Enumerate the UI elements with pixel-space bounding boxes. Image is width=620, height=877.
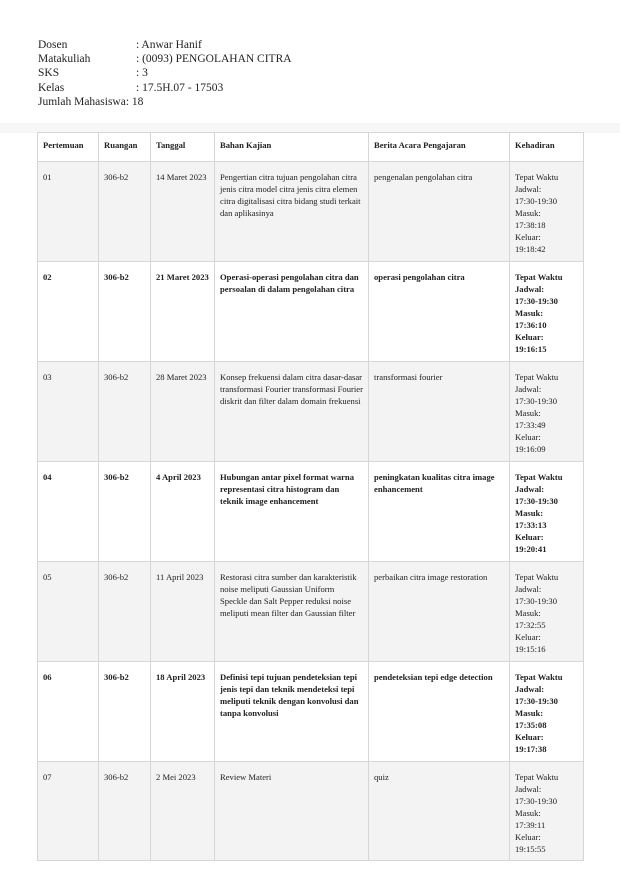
cell-pertemuan: 05 xyxy=(38,562,99,662)
keluar-value: 19:15:16 xyxy=(515,644,546,654)
cell-ruangan: 306-b2 xyxy=(99,162,151,262)
jadwal-label: Jadwal: xyxy=(515,784,542,794)
jadwal-value: 17:30-19:30 xyxy=(515,496,558,506)
attendance-status: Tepat Waktu xyxy=(515,272,563,282)
jadwal-value: 17:30-19:30 xyxy=(515,696,558,706)
keluar-value: 19:18:42 xyxy=(515,244,546,254)
cell-kehadiran xyxy=(510,462,584,562)
cell-kehadiran xyxy=(510,262,584,362)
cell-bahan-kajian: Restorasi citra sumber dan karakteristik noise meliputi Gaussian Uniform Speckle dan Salt Pepper reduksi noise meliputi mean filter dan Gaussian filter xyxy=(215,562,369,662)
jadwal-value: 17:30-19:30 xyxy=(515,796,558,806)
attendance-status: Tepat Waktu xyxy=(515,572,559,582)
masuk-label: Masuk: xyxy=(515,508,544,518)
cell-bahan-kajian: Hubungan antar pixel format warna representasi citra histogram dan teknik image enhancement xyxy=(215,462,369,562)
table-row xyxy=(38,562,584,662)
table-row xyxy=(38,362,584,462)
jadwal-value: 17:30-19:30 xyxy=(515,296,558,306)
attendance-status: Tepat Waktu xyxy=(515,772,559,782)
info-dosen xyxy=(38,38,292,52)
table-row xyxy=(38,162,584,262)
masuk-value: 17:35:08 xyxy=(515,720,547,730)
masuk-label: Masuk: xyxy=(515,808,541,818)
cell-kehadiran xyxy=(510,162,584,262)
jadwal-label: Jadwal: xyxy=(515,484,545,494)
keluar-label: Keluar: xyxy=(515,832,541,842)
info-kelas xyxy=(38,81,292,95)
keluar-value: 19:17:38 xyxy=(515,744,547,754)
keluar-label: Keluar: xyxy=(515,332,544,342)
info-value: : 18 xyxy=(125,95,144,108)
masuk-label: Masuk: xyxy=(515,408,541,418)
attendance-status: Tepat Waktu xyxy=(515,172,559,182)
cell-berita-acara: peningkatan kualitas citra image enhancement xyxy=(369,462,510,562)
cell-tanggal: 2 Mei 2023 xyxy=(151,762,215,861)
keluar-label: Keluar: xyxy=(515,232,541,242)
attendance-table xyxy=(37,132,584,861)
info-label: Dosen xyxy=(38,39,68,51)
masuk-label: Masuk: xyxy=(515,208,541,218)
cell-bahan-kajian: Operasi-operasi pengolahan citra dan persoalan di dalam pengolahan citra xyxy=(215,262,369,362)
keluar-value: 19:16:15 xyxy=(515,344,547,354)
keluar-value: 19:15:55 xyxy=(515,844,546,854)
masuk-value: 17:32:55 xyxy=(515,620,546,630)
cell-tanggal: 11 April 2023 xyxy=(151,562,215,662)
cell-pertemuan: 04 xyxy=(38,462,99,562)
cell-berita-acara: perbaikan citra image restoration xyxy=(369,562,510,662)
table-row xyxy=(38,662,584,762)
table-row xyxy=(38,762,584,861)
header-bahan-kajian: Bahan Kajian xyxy=(215,133,369,162)
jadwal-value: 17:30-19:30 xyxy=(515,196,558,206)
info-value: : Anwar Hanif xyxy=(136,39,202,51)
cell-tanggal: 28 Maret 2023 xyxy=(151,362,215,462)
cell-bahan-kajian: Pengertian citra tujuan pengolahan citra jenis citra model citra jenis citra elemen citra digitalisasi citra bidang studi terkait dan aplikasinya xyxy=(215,162,369,262)
masuk-label: Masuk: xyxy=(515,708,544,718)
table-header-row xyxy=(38,133,584,162)
cell-kehadiran xyxy=(510,562,584,662)
info-label: Kelas xyxy=(38,81,65,94)
masuk-label: Masuk: xyxy=(515,308,544,318)
jadwal-label: Jadwal: xyxy=(515,684,545,694)
header-berita-acara: Berita Acara Pengajaran xyxy=(369,133,510,162)
cell-pertemuan: 01 xyxy=(38,162,99,262)
table-row xyxy=(38,262,584,362)
masuk-label: Masuk: xyxy=(515,608,541,618)
cell-pertemuan: 07 xyxy=(38,762,99,861)
cell-ruangan: 306-b2 xyxy=(99,562,151,662)
cell-ruangan: 306-b2 xyxy=(99,362,151,462)
cell-berita-acara: quiz xyxy=(369,762,510,861)
cell-ruangan: 306-b2 xyxy=(99,762,151,861)
cell-berita-acara: operasi pengolahan citra xyxy=(369,262,510,362)
keluar-label: Keluar: xyxy=(515,732,544,742)
keluar-value: 19:16:09 xyxy=(515,444,546,454)
jadwal-label: Jadwal: xyxy=(515,284,545,294)
info-value: : 17.5H.07 - 17503 xyxy=(136,81,224,94)
info-label: SKS xyxy=(38,67,60,80)
info-label: Matakuliah xyxy=(38,53,91,66)
cell-ruangan: 306-b2 xyxy=(99,462,151,562)
cell-ruangan: 306-b2 xyxy=(99,262,151,362)
attendance-status: Tepat Waktu xyxy=(515,372,559,382)
info-value: : (0093) PENGOLAHAN CITRA xyxy=(136,53,292,66)
masuk-value: 17:33:13 xyxy=(515,520,547,530)
cell-kehadiran xyxy=(510,762,584,861)
cell-pertemuan: 02 xyxy=(38,262,99,362)
header-ruangan: Ruangan xyxy=(99,133,151,162)
keluar-label: Keluar: xyxy=(515,632,541,642)
cell-tanggal: 18 April 2023 xyxy=(151,662,215,762)
keluar-label: Keluar: xyxy=(515,532,544,542)
jadwal-value: 17:30-19:30 xyxy=(515,596,558,606)
attendance-status: Tepat Waktu xyxy=(515,672,563,682)
masuk-value: 17:33:49 xyxy=(515,420,546,430)
cell-kehadiran xyxy=(510,362,584,462)
cell-tanggal: 14 Maret 2023 xyxy=(151,162,215,262)
cell-berita-acara: transformasi fourier xyxy=(369,362,510,462)
jadwal-label: Jadwal: xyxy=(515,584,542,594)
table-row xyxy=(38,462,584,562)
cell-bahan-kajian: Definisi tepi tujuan pendeteksian tepi jenis tepi dan teknik mendeteksi tepi meliputi teknik dengan konvolusi dan tanpa konvolusi xyxy=(215,662,369,762)
info-value: : 3 xyxy=(136,67,148,80)
cell-kehadiran xyxy=(510,662,584,762)
cell-tanggal: 4 April 2023 xyxy=(151,462,215,562)
keluar-value: 19:20:41 xyxy=(515,544,547,554)
header-tanggal: Tanggal xyxy=(151,133,215,162)
cell-berita-acara: pendeteksian tepi edge detection xyxy=(369,662,510,762)
cell-tanggal: 21 Maret 2023 xyxy=(151,262,215,362)
cell-bahan-kajian: Konsep frekuensi dalam citra dasar-dasar transformasi Fourier transformasi Fourier diskrit dan filter dalam domain frekuensi xyxy=(215,362,369,462)
keluar-label: Keluar: xyxy=(515,432,541,442)
masuk-value: 17:36:10 xyxy=(515,320,547,330)
header-pertemuan: Pertemuan xyxy=(38,133,99,162)
cell-ruangan: 306-b2 xyxy=(99,662,151,762)
course-info xyxy=(38,38,292,109)
info-label: Jumlah Mahasiswa xyxy=(38,95,126,108)
cell-pertemuan: 06 xyxy=(38,662,99,762)
jadwal-value: 17:30-19:30 xyxy=(515,396,558,406)
jadwal-label: Jadwal: xyxy=(515,384,542,394)
info-matakuliah xyxy=(38,52,292,66)
cell-berita-acara: pengenalan pengolahan citra xyxy=(369,162,510,262)
attendance-status: Tepat Waktu xyxy=(515,472,563,482)
masuk-value: 17:39:11 xyxy=(515,820,546,830)
jadwal-label: Jadwal: xyxy=(515,184,542,194)
cell-bahan-kajian: Review Materi xyxy=(215,762,369,861)
masuk-value: 17:38:18 xyxy=(515,220,546,230)
info-sks xyxy=(38,66,292,80)
header-kehadiran: Kehadiran xyxy=(510,133,584,162)
cell-pertemuan: 03 xyxy=(38,362,99,462)
info-jumlah-mahasiswa xyxy=(38,95,292,109)
